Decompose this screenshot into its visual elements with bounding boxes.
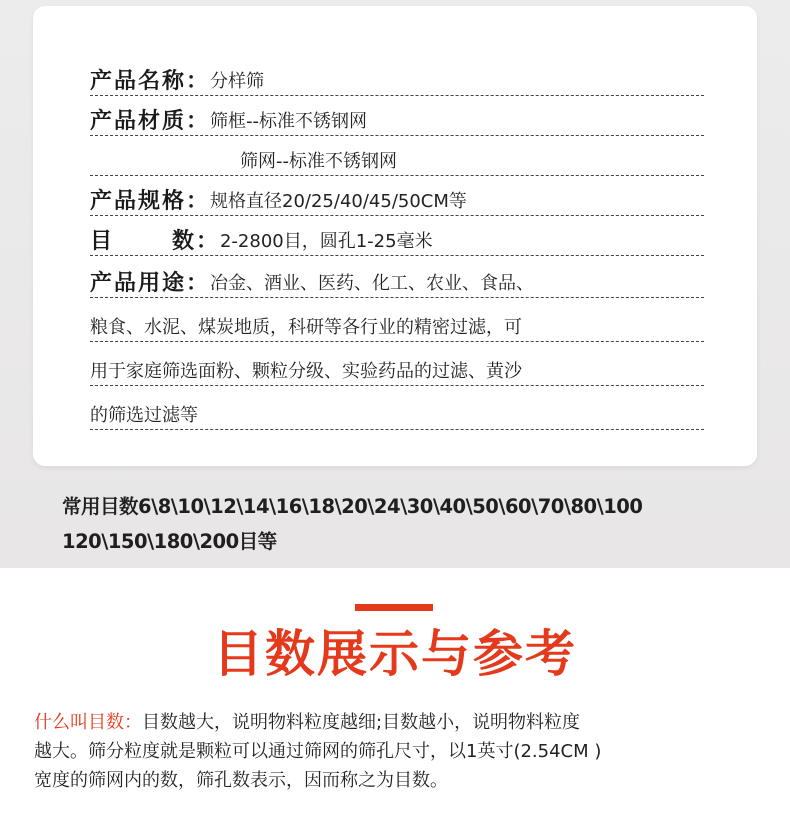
section-title: 目数展示与参考: [213, 625, 577, 683]
spec-size-label: 产品规格：: [90, 189, 211, 214]
mesh-description: [34, 708, 774, 795]
spec-use-line-2: 粮食、水泥、煤炭地质，科研等各行业的精密过滤，可: [90, 317, 522, 338]
spec-row-use-2: [90, 300, 704, 342]
spec-material-value-2: 筛网--标准不锈钢网: [240, 151, 397, 172]
title-accent-bar: [355, 604, 433, 611]
common-mesh-line-2: 120\150\180\200目等: [62, 530, 277, 553]
mesh-description-text-1: 目数越大，说明物料粒度越细;目数越小，说明物料粒度: [142, 712, 581, 733]
spec-row-use-4: [90, 388, 704, 430]
spec-use-line-3: 用于家庭筛选面粉、颗粒分级、实验药品的过滤、黄沙: [90, 361, 522, 382]
spec-row-name: [90, 58, 704, 96]
spec-row-material: [90, 98, 704, 136]
spec-use-line-1: 冶金、酒业、医药、化工、农业、食品、: [210, 273, 535, 294]
common-mesh-line-1: 常用目数6\8\10\12\14\16\18\20\24\30\40\50\60\70\80\100: [62, 495, 643, 518]
spec-row-material-2: [90, 138, 704, 176]
spec-size-value: 规格直径20/25/40/45/50CM等: [210, 191, 467, 212]
spec-row-size: [90, 178, 704, 216]
spec-mesh-label: 目 数：: [90, 229, 220, 254]
spec-use-label: 产品用途：: [90, 271, 211, 296]
common-mesh-text: [62, 489, 642, 559]
mesh-description-head: 什么叫目数：: [34, 712, 142, 733]
mesh-description-line-2: 越大。筛分粒度就是颗粒可以通过筛网的筛孔尺寸，以1英寸(2.54CM ): [34, 741, 602, 762]
spec-use-line-4: 的筛选过滤等: [90, 405, 198, 426]
spec-row-use: [90, 258, 704, 298]
spec-mesh-value: 2-2800目，圆孔1-25毫米: [219, 231, 433, 252]
mesh-description-line-1: [34, 708, 774, 737]
mesh-description-line-3: 宽度的筛网内的数，筛孔数表示，因而称之为目数。: [34, 770, 448, 791]
spec-row-mesh: [90, 218, 704, 256]
spec-material-value-1: 筛框--标准不锈钢网: [210, 111, 368, 132]
spec-material-label: 产品材质：: [90, 109, 211, 134]
spec-name-label: 产品名称：: [90, 69, 211, 94]
spec-name-value: 分样筛: [210, 71, 265, 92]
spec-row-use-3: [90, 344, 704, 386]
